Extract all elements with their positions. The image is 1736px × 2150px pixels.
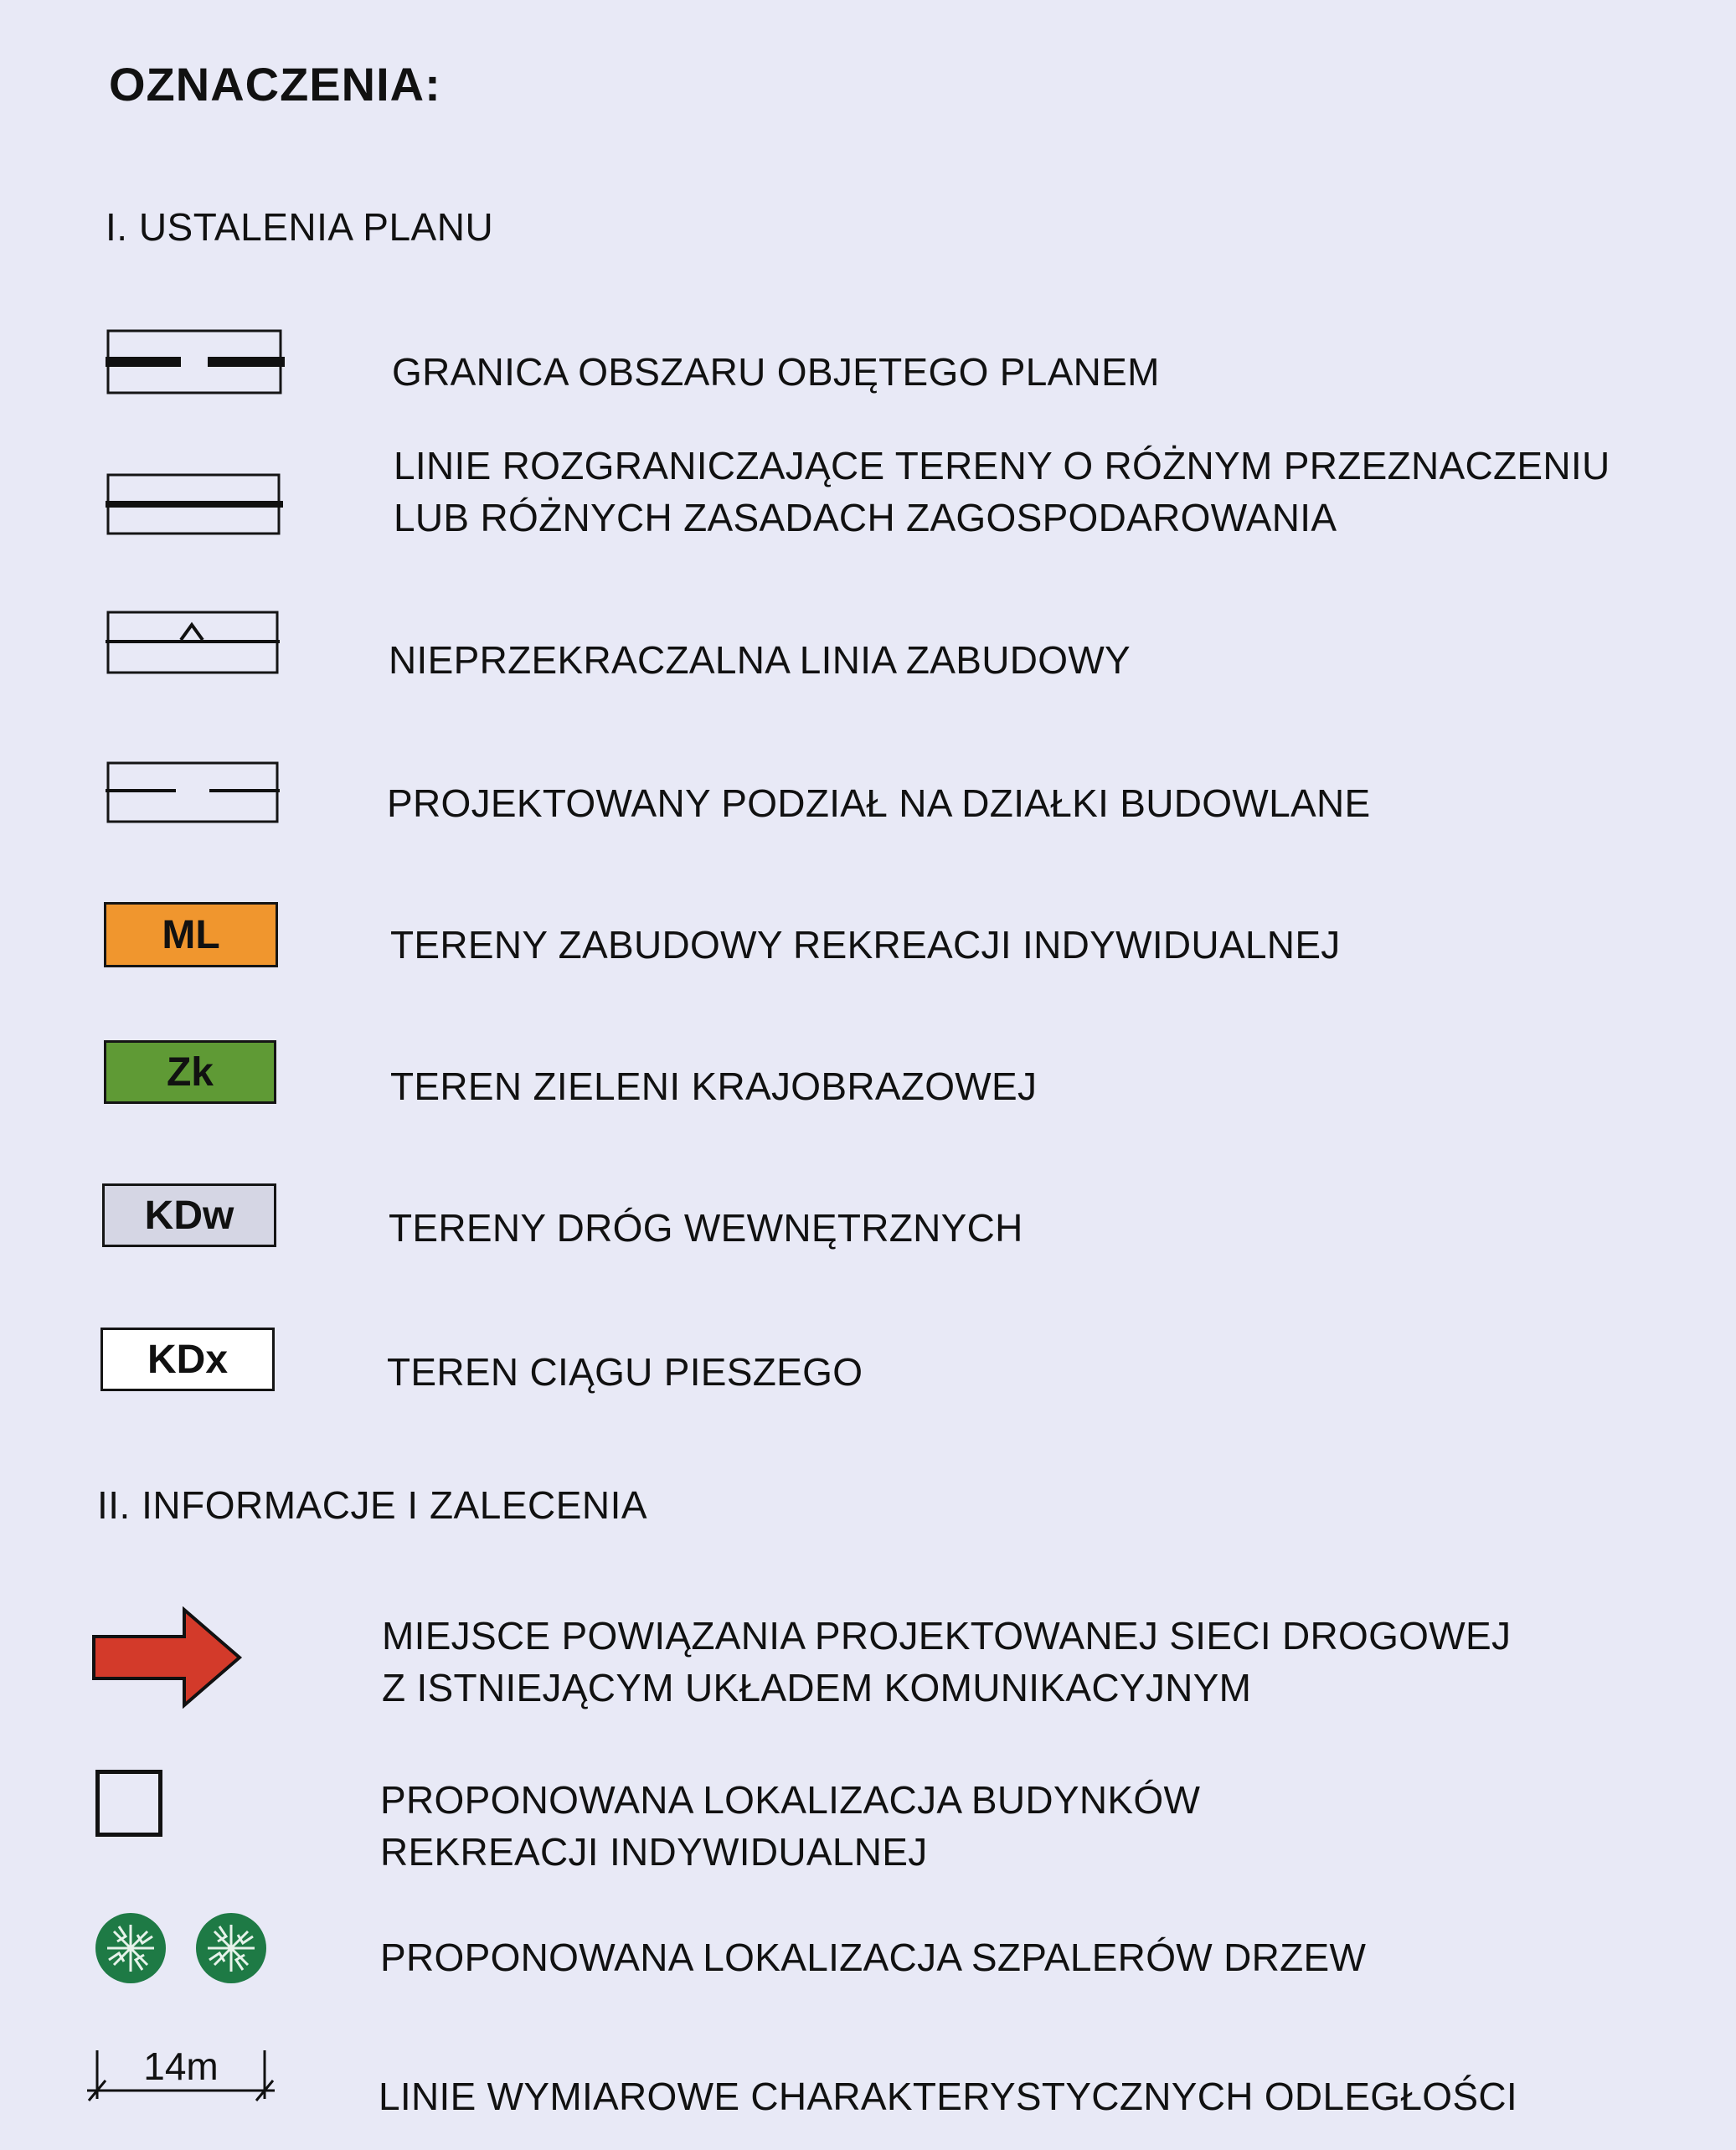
legend-label-boundary: GRANICA OBSZARU OBJĘTEGO PLANEM [392,350,1160,394]
legend-label-dimension-lines: LINIE WYMIAROWE CHARAKTERYSTYCZNYCH ODLEGŁOŚCI [379,2075,1517,2118]
building-location-square-icon [95,1770,162,1837]
legend-label-tree-rows: PROPONOWANA LOKALIZACJA SZPALERÓW DRZEW [380,1936,1367,1979]
kdx-zone-box: KDx [100,1328,275,1391]
legend-label-plot-division: PROJEKTOWANY PODZIAŁ NA DZIAŁKI BUDOWLANE [387,781,1371,825]
legend-label-road-connection: MIEJSCE POWIĄZANIA PROJEKTOWANEJ SIECI DROGOWEJ Z ISTNIEJĄCYM UKŁADEM KOMUNIKACYJNYM [382,1614,1512,1709]
tree-icon [95,1913,166,1983]
legend-label-kdx: TEREN CIĄGU PIESZEGO [387,1350,863,1394]
legend-label-building-location: PROPONOWANA LOKALIZACJA BUDYNKÓW REKREACJI INDYWIDUALNEJ [380,1778,1201,1874]
legend-label-zk: TEREN ZIELENI KRAJOBRAZOWEJ [390,1065,1038,1108]
tree-row-icon [92,1910,271,1987]
tree-icon [196,1913,266,1983]
dashed-boundary-line-icon [104,328,286,395]
legend-label-kdw: TERENY DRÓG WEWNĘTRZNYCH [389,1206,1023,1250]
ml-zone-box: ML [104,902,278,967]
legend-label-ml: TERENY ZABUDOWY REKREACJI INDYWIDUALNEJ [390,923,1341,967]
legend-label-dividing-lines: LINIE ROZGRANICZAJĄCE TERENY O RÓŻNYM PRZEZNACZENIU LUB RÓŻNYCH ZASADACH ZAGOSPODAROWANIA [394,444,1610,539]
legend-title: OZNACZENIA: [109,58,441,111]
zk-zone-box: Zk [104,1040,276,1104]
section-heading-plan: I. USTALENIA PLANU [106,205,494,249]
solid-boundary-line-icon [104,472,285,536]
dimension-value: 14m [143,2044,219,2088]
dimension-line-icon [84,2042,278,2109]
section-heading-info: II. INFORMACJE I ZALECENIA [97,1483,648,1527]
building-line-icon [104,610,281,675]
road-connection-arrow-icon [90,1606,245,1709]
kdw-zone-box: KDw [102,1183,276,1247]
plot-division-line-icon [104,760,281,824]
legend-label-building-line: NIEPRZEKRACZALNA LINIA ZABUDOWY [389,638,1131,682]
